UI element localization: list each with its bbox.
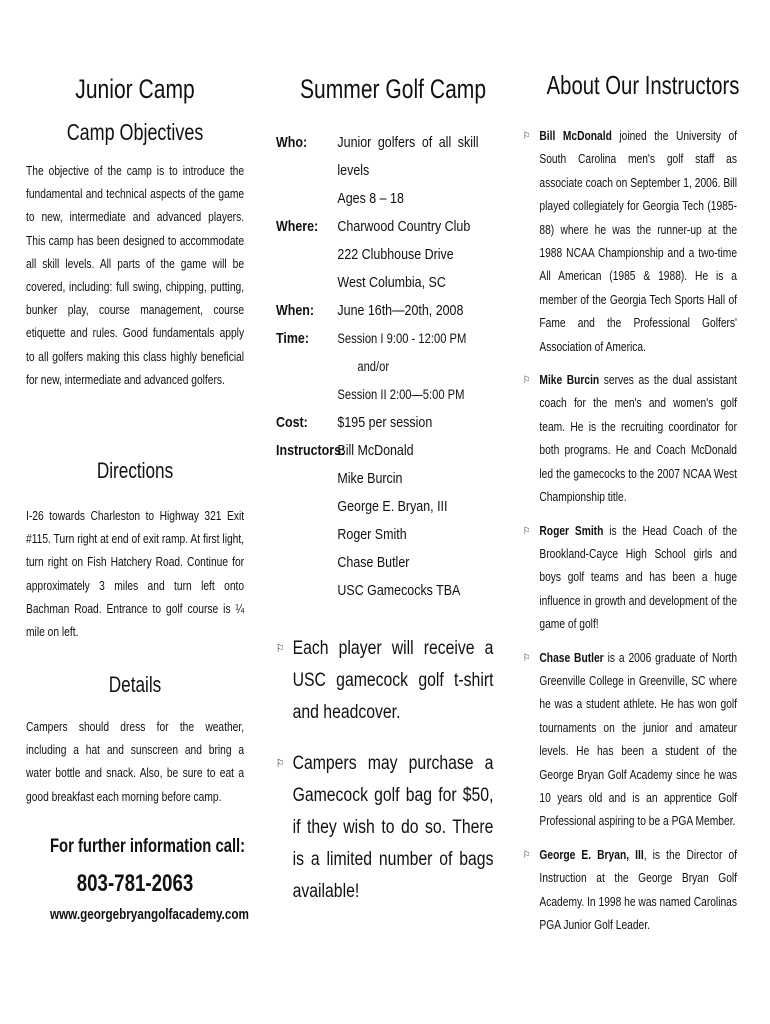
details-text: Campers should dress for the weather, including a hat and sunscreen and bring a water bottle and snack. Also, be sure to eat a good breakfast each morning before camp. (26, 720, 245, 804)
camp-objectives-heading: Camp Objectives (66, 119, 204, 145)
golf-flag-icon: ⚐ (523, 131, 531, 142)
instructor-list-item: George E. Bryan, III (337, 498, 448, 515)
junior-camp-title: Junior Camp (75, 74, 195, 104)
about-instructors-title: About Our Instructors (546, 70, 740, 100)
when-row (276, 297, 495, 325)
golf-flag-icon: ⚐ (276, 758, 285, 770)
bullet-item (276, 748, 493, 908)
instructor-list-item: Chase Butler (337, 554, 410, 571)
camp-objectives-text: The objective of the camp is to introduce the fundamental and technical aspects of the game to new, intermediate and advanced players. This camp has been designed to accommodate all skill levels. All parts of the game will be covered, including: full swing, chipping, putting, bunker play, course management, course etiquette and rules. Good fundamentals apply to all golfers making this class highly beneficial for new, intermediate and advanced golfers. (26, 164, 245, 387)
summer-golf-camp-column (276, 0, 494, 902)
about-instructors-column (523, 0, 740, 932)
time-row (276, 325, 495, 409)
instructor-name: Roger Smith (539, 523, 604, 538)
instructor-name: George E. Bryan, III (539, 847, 644, 862)
time-label: Time: (276, 330, 309, 347)
where-row (276, 213, 495, 297)
who-label: Who: (276, 134, 308, 151)
time-session-2: Session II 2:00—5:00 PM (337, 387, 465, 402)
instructor-bio-text: , is the Director of Instruction at the George Bryan Golf Academy. In 1998 he was named Carolinas PGA Junior Golf Leader. (539, 847, 738, 932)
instructor-bio-text: serves as the dual assistant coach for the men's and women's golf team. He is the recruiting coordinator for both programs. He and Coach McDonald led the gamecocks to the 2007 NCAA West Championship title. (539, 373, 738, 505)
instructor-bio (523, 844, 737, 938)
time-session-1: Session I 9:00 - 12:00 PM (337, 331, 467, 346)
who-row (276, 129, 495, 213)
bullet-item (276, 633, 493, 729)
instructor-list-item: Mike Burcin (337, 470, 403, 487)
who-value-2: Ages 8 – 18 (337, 190, 404, 207)
instructor-list-item: USC Gamecocks TBA (337, 582, 461, 599)
where-label: Where: (276, 218, 319, 235)
instructor-bio (523, 125, 737, 359)
golf-flag-icon: ⚐ (523, 849, 531, 861)
instructor-name: Bill McDonald (539, 129, 612, 143)
time-and-or: and/or (357, 359, 390, 374)
phone-number: 803-781-2063 (76, 870, 194, 897)
bullet-text-1: Each player will receive a USC gamecock golf t-shirt and headcover. (292, 638, 494, 723)
where-value-2: 222 Clubhouse Drive (337, 246, 454, 263)
golf-flag-icon: ⚐ (523, 375, 531, 387)
directions-text: I-26 towards Charleston to Highway 321 Exit #115. Turn right at end of exit ramp. At first light, turn right on Fish Hatchery Road. Continue for approximately 3 miles and turn left onto Bachman Road. Entrance to golf course is ¼ mile on left. (26, 509, 245, 640)
instructor-list-item: Bill McDonald (337, 442, 414, 459)
contact-heading: For further information call: (49, 836, 246, 857)
where-value-3: West Columbia, SC (337, 274, 446, 291)
details-heading: Details (108, 672, 162, 697)
instructor-bio (523, 369, 737, 509)
instructors-label: Instructors: (276, 442, 346, 459)
golf-flag-icon: ⚐ (523, 652, 531, 664)
when-value: June 16th—20th, 2008 (337, 302, 464, 319)
cost-row (276, 409, 495, 437)
instructor-list-item: Roger Smith (337, 526, 407, 543)
golf-flag-icon: ⚐ (276, 643, 285, 655)
instructor-name: Chase Butler (539, 650, 604, 665)
golf-flag-icon: ⚐ (523, 525, 531, 537)
cost-label: Cost: (276, 414, 308, 431)
instructor-name: Mike Burcin (539, 373, 600, 388)
instructor-bio (523, 647, 737, 834)
instructors-row (276, 437, 495, 605)
cost-value: $195 per session (337, 414, 433, 431)
instructor-bio-text: is a 2006 graduate of North Greenville College in Greenville, SC where he was a student athlete. He has won golf tournaments on the junior and amateur levels. He has been a student of the George Bryan Golf Academy since he was 10 years old and is an apprentice Golf Professional aspiring to be a PGA Member. (539, 650, 738, 829)
directions-heading: Directions (96, 458, 174, 483)
website-link[interactable]: www.georgebryangolfacademy.com (49, 906, 249, 923)
who-value-1: Junior golfers of all skill levels (337, 134, 479, 179)
when-label: When: (276, 302, 315, 319)
junior-camp-column (26, 0, 249, 923)
where-value-1: Charwood Country Club (337, 218, 471, 235)
instructor-bio-text: joined the University of South Carolina men's golf staff as associate coach on September 1, 2006. Bill played collegiately for Georgia Tech (1985-88) where he was the runner-up at the 1988 NCAA Championship and a two-time All American (1985 & 1988). He is a member of the Georgia Tech Sports Hall of Fame and the Professional Golfers' Association of America. (539, 129, 738, 354)
instructor-bio-text: is the Head Coach of the Brookland-Cayce High School girls and boys golf teams and has been a huge influence in growth and development of the game of golf! (539, 523, 738, 632)
bullet-text-2: Campers may purchase a Gamecock golf bag for $50, if they wish to do so. There is a limited number of bags available! (292, 753, 494, 902)
summer-golf-camp-title: Summer Golf Camp (299, 74, 487, 104)
instructor-bio (523, 520, 737, 637)
